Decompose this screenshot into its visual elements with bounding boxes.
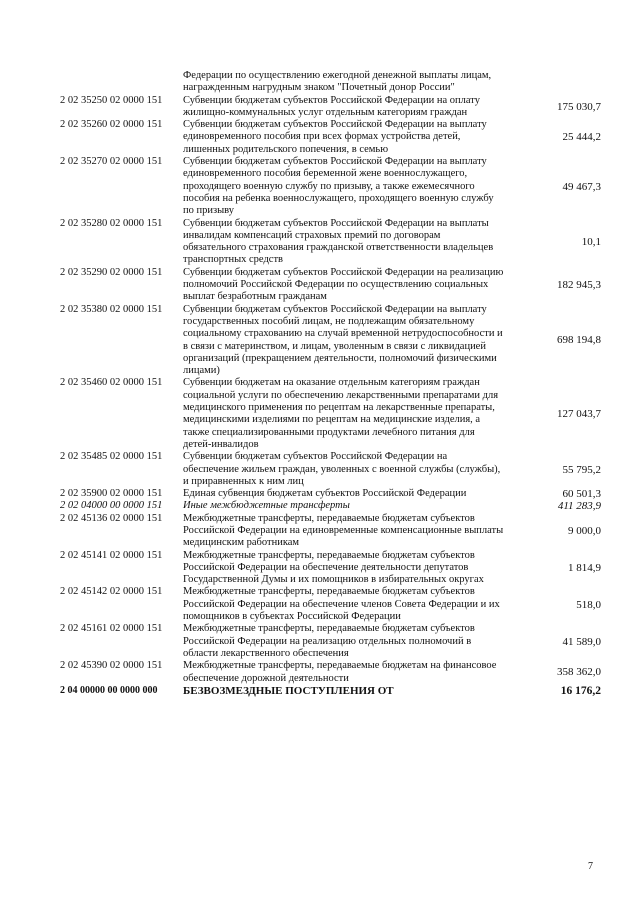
table-row (60, 218, 605, 267)
revenue-table (60, 70, 605, 697)
table-row (60, 550, 605, 587)
row-amount: 127 043,7 (557, 408, 601, 421)
table-row (60, 488, 605, 500)
table-row (60, 660, 605, 685)
row-description: Субвенции бюджетам субъектов Российской Федерации на оплату жилищно-коммунальных услуг отдельным категориям граждан (183, 94, 481, 118)
budget-code: 2 02 35290 02 0000 151 (60, 266, 163, 278)
row-amount: 55 795,2 (562, 463, 601, 476)
budget-code: 2 02 35270 02 0000 151 (60, 156, 163, 168)
row-description: Межбюджетные трансферты, передаваемые бюджетам субъектов Российской Федерации на реализацию отдельных полномочий в области лекарственного обеспечения (183, 623, 475, 659)
budget-code: 2 02 45136 02 0000 151 (60, 512, 163, 524)
budget-code: 2 02 35380 02 0000 151 (60, 303, 163, 315)
row-description: Межбюджетные трансферты, передаваемые бюджетам субъектов Российской Федерации на обеспечение членов Совета Федерации и их помощников в субъектах Российской Федерации (183, 586, 500, 623)
budget-code: 2 02 35250 02 0000 151 (60, 94, 163, 106)
table-row (60, 304, 605, 378)
table-row (60, 156, 605, 217)
budget-code: 2 02 45142 02 0000 151 (60, 586, 163, 598)
row-amount: 175 030,7 (557, 100, 601, 113)
table-row (60, 513, 605, 550)
budget-code (60, 70, 181, 95)
row-amount: 518,0 (576, 598, 601, 611)
table-row (60, 685, 605, 697)
row-amount: 182 945,3 (557, 279, 601, 292)
table-row (60, 119, 605, 156)
row-description: Субвенции бюджетам на оказание отдельным категориям граждан социальной услуги по обеспечению лекарственными препаратами для медицинского применения по рецептам на лекарственные препараты, медицинскими изделиями по рецептам на медицинские изделия, а также специализированными продуктами лечебного питания для детей-инвалидов (183, 377, 499, 450)
row-description: Субвенции бюджетам субъектов Российской Федерации на выплаты инвалидам компенсаций страховых премий по договорам обязательного страхования гражданской ответственности владельцев транспортных средств (183, 217, 494, 266)
table-row (60, 451, 605, 488)
row-amount: 411 283,9 (557, 500, 601, 513)
row-amount: 698 194,8 (557, 334, 601, 347)
row-description: Межбюджетные трансферты, передаваемые бюджетам субъектов Российской Федерации на обеспечение деятельности депутатов Государственной Думы и их помощников в избирательных округах (183, 549, 484, 586)
budget-code: 2 02 35280 02 0000 151 (60, 217, 163, 229)
row-description: Межбюджетные трансферты, передаваемые бюджетам на финансовое обеспечение дорожной деятельности (183, 660, 497, 684)
row-description: Субвенции бюджетам субъектов Российской Федерации на выплату единовременного пособия беременной жене военнослужащего, проходящего военную службу по призыву, а также ежемесячного пособия на ребенка военнослужащего, проходящего военную службу по призыву (183, 156, 494, 217)
budget-code: 2 02 35460 02 0000 151 (60, 377, 163, 389)
table-row (60, 586, 605, 623)
row-description: Субвенции бюджетам субъектов Российской Федерации на выплату единовременного пособия при всех формах устройства детей, лишенных родительского попечения, в семью (183, 119, 487, 155)
table-row (60, 377, 605, 451)
budget-code: 2 02 04000 00 0000 151 (60, 500, 163, 512)
row-amount: 41 589,0 (562, 635, 601, 648)
row-amount: 10,1 (581, 236, 601, 248)
row-description: БЕЗВОЗМЕЗДНЫЕ ПОСТУПЛЕНИЯ ОТ (183, 684, 394, 697)
row-amount: 49 467,3 (562, 180, 601, 193)
row-description: Субвенции бюджетам субъектов Российской Федерации на обеспечение жильем граждан, уволенных с военной службы (службы), и приравненных к ним лиц (183, 451, 501, 487)
row-amount (505, 70, 605, 95)
row-amount: 16 176,2 (560, 684, 601, 697)
row-description: Федерации по осуществлению ежегодной денежной выплаты лицам, награжденным нагрудным знаком "Почетный донор России" (183, 70, 492, 94)
budget-code: 2 02 35260 02 0000 151 (60, 119, 163, 131)
budget-code: 2 02 35900 02 0000 151 (60, 488, 163, 500)
table-row (60, 70, 605, 95)
row-description: Субвенции бюджетам субъектов Российской Федерации на реализацию полномочий Российской Федерации по осуществлению социальных выплат безработным гражданам (183, 266, 504, 303)
row-amount: 1 814,9 (568, 561, 601, 574)
budget-code: 2 02 45390 02 0000 151 (60, 660, 163, 672)
row-amount: 60 501,3 (562, 488, 601, 501)
budget-code: 2 02 45141 02 0000 151 (60, 549, 163, 561)
row-description: Межбюджетные трансферты, передаваемые бюджетам субъектов Российской Федерации на единовременные компенсационные выплаты медицинским работникам (183, 512, 504, 549)
row-amount: 9 000,0 (568, 524, 601, 537)
row-amount: 358 362,0 (557, 666, 601, 679)
page-number: 7 (588, 861, 593, 872)
budget-code: 2 02 35485 02 0000 151 (60, 451, 163, 463)
row-description: Единая субвенция бюджетам субъектов Российской Федерации (183, 488, 467, 500)
table-row (60, 500, 605, 512)
row-amount: 25 444,2 (562, 131, 601, 144)
table-row (60, 267, 605, 304)
budget-code: 2 04 00000 00 0000 000 (60, 684, 158, 696)
table-row (60, 95, 605, 120)
table-row (60, 623, 605, 660)
row-description: Субвенции бюджетам субъектов Российской Федерации на выплату государственных пособий лицам, не подлежащим обязательному социальному страхованию на случай временной нетрудоспособности и в связи с материнством, и лицам, уволенным в связи с ликвидацией организаций (прекращением деятельности, полномочий физическими лицами) (183, 303, 503, 377)
budget-code: 2 02 45161 02 0000 151 (60, 623, 163, 635)
row-description: Иные межбюджетные трансферты (183, 500, 350, 512)
